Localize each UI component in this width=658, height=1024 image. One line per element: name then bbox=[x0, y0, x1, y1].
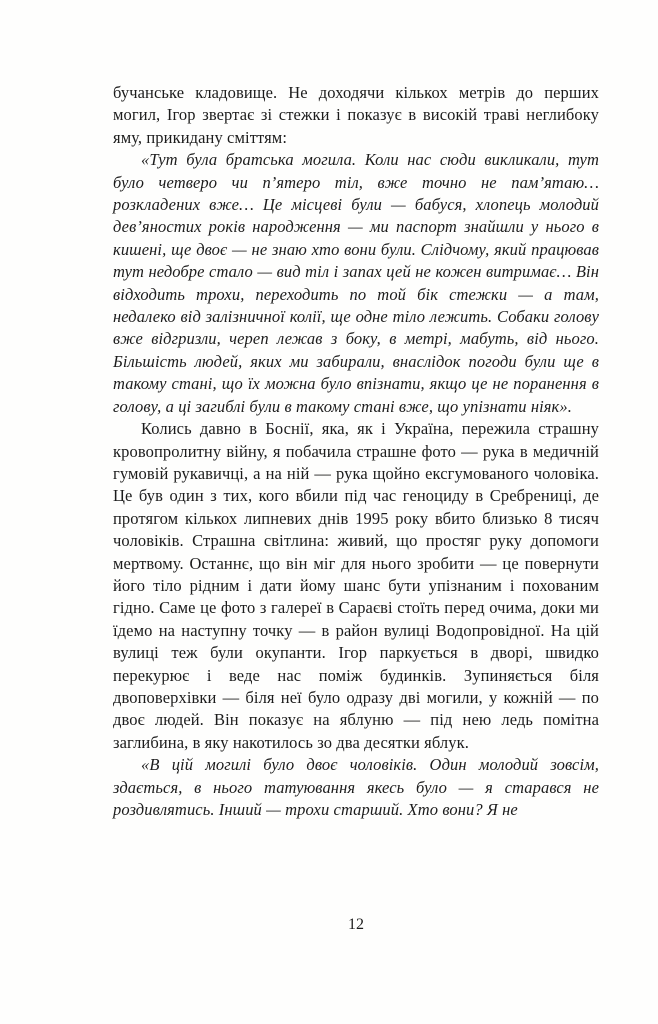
text-block bbox=[113, 82, 599, 821]
paragraph: Колись давно в Боснії, яка, як і Україна, пережила страшну кровопролитну війну, я побачила страшне фото — рука в медичній гумовій рукавичці, а на ній — рука щойно ексгумованого чоловіка. Це був один з тих, кого вбили під час геноциду в Сребрениці, де протягом кількох липневих днів 1995 року вбито близько 8 тисяч чоловіків. Страшна світлина: живий, що простяг руку допомоги мертвому. Останнє, що він міг для нього зробити — це повернути його тіло рідним і дати йому шанс бути упізнаним і похованим гідно. Саме це фото з галереї в Сараєві стоїть перед очима, доки ми їдемо на наступну точку — в район вулиці Водопровідної. На цій вулиці теж були окупанти. Ігор паркується в дворі, швидко перекурює і веде нас поміж будинків. Зупиняється біля двоповерхівки — біля неї було одразу дві могили, у кожній — по двоє людей. Він показує на яблуню — під нею ледь помітна заглибина, в яку накотилось зо два десятки яблук. bbox=[113, 419, 599, 752]
paragraph: «Тут була братська могила. Коли нас сюди викликали, тут було четверо чи п’ятеро тіл, вже точно не пам’ятаю… розкладених вже… Це місцеві були — бабуся, хлопець молодий дев’яностих років народження — ми паспорт знайшли у нього в кишені, ще двоє — не знаю хто вони були. Слідчому, який працював тут недобре стало — вид тіл і запах цей не кожен витримає… Він відходить трохи, переходить по той бік стежки — а там, недалеко від залізничної колії, ще одне тіло лежить. Собаки голову вже відгризли, череп лежав з боку, в метрі, мабуть, від нього. Більшість людей, яких ми забирали, внаслідок погоди були ще в такому стані, що їх можна було впізнати, якщо це не поранення в голову, а ці загиблі були в такому стані вже, що упізнати ніяк». bbox=[113, 150, 599, 416]
paragraph: «В цій могилі було двоє чоловіків. Один молодий зовсім, здається, в нього татуювання якесь було — я старався не роздивлятись. Інший — трохи старший. Хто вони? Я не bbox=[113, 755, 599, 819]
paragraph: бучанське кладовище. Не доходячи кількох метрів до перших могил, Ігор звертає зі стежки і показує в високій траві неглибоку яму, прикидану сміттям: bbox=[113, 83, 599, 147]
page-number: 12 bbox=[348, 916, 364, 933]
